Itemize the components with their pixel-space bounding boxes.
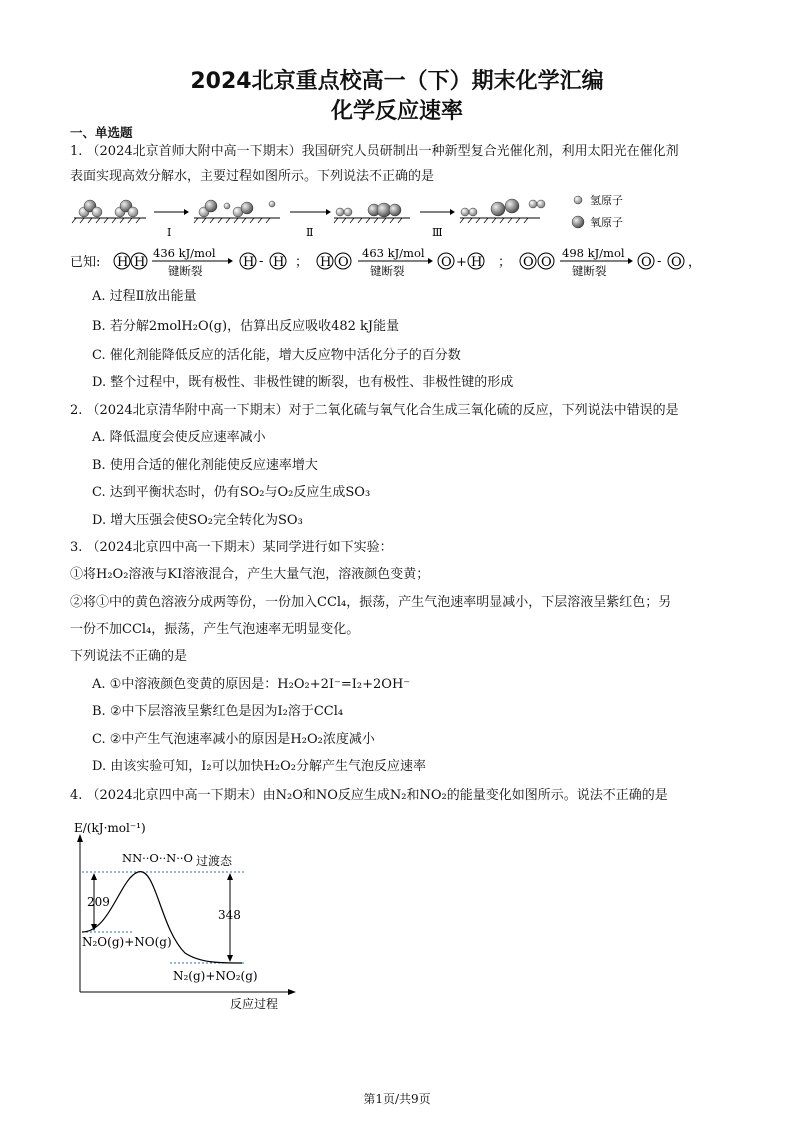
hydrogen-atom: [92, 207, 102, 217]
q2-option-d: D. 增大压强会使SO₂完全转化为SO₃: [92, 513, 303, 528]
section-heading: 一、单选题: [70, 125, 133, 140]
document-subtitle: 化学反应速率: [330, 99, 463, 124]
enthalpy-change-label: 348: [218, 908, 241, 922]
separator: ；: [295, 255, 309, 270]
atom-o: O: [541, 255, 552, 270]
bond-oo-break-label: 键断裂: [572, 264, 607, 278]
bond-oo-energy: 498 kJ/mol: [562, 246, 625, 260]
q1-option-a: A. 过程Ⅱ放出能量: [92, 289, 197, 304]
q1-option-b: B. 若分解2molH₂O(g)，估算出反应吸收482 kJ能量: [92, 319, 400, 334]
bond-ho-energy: 463 kJ/mol: [362, 246, 425, 260]
q3-experiment-1: ①将H₂O₂溶液与KI溶液混合，产生大量气泡，溶液颜色变黄；: [70, 567, 430, 582]
q1-option-c: C. 催化剂能降低反应的活化能，增大反应物中活化分子的百分数: [92, 348, 461, 363]
svg-text:-: -: [259, 254, 264, 269]
bond-hh-energy: 436 kJ/mol: [153, 246, 216, 260]
svg-text:+: +: [456, 255, 467, 270]
q3-option-a: A. ①中溶液颜色变黄的原因是：H₂O₂+2I⁻=I₂+2OH⁻: [92, 677, 411, 692]
svg-text:-: -: [657, 254, 662, 269]
step-2-label: Ⅱ: [306, 226, 314, 239]
hydrogen-atom: [128, 207, 138, 217]
water-splitting-diagram: [70, 192, 710, 242]
bond-ho-break-label: 键断裂: [370, 264, 405, 278]
q2-option-b: B. 使用合适的催化剂能使反应速率增大: [92, 458, 318, 473]
transition-structure: NN··O··N··O: [122, 851, 193, 865]
q3-option-c: C. ②中产生气泡速率减小的原因是H₂O₂浓度减小: [92, 732, 375, 747]
step-1-label: Ⅰ: [167, 226, 172, 239]
q1-stem-line2: 表面实现高效分解水，主要过程如图所示。下列说法不正确的是: [70, 169, 435, 184]
q3-experiment-2-line1: ②将①中的黄色溶液分成两等份，一份加入CCl₄，振荡，产生气泡速率明显减小，下层溶液呈紫红色；另: [70, 595, 672, 610]
q1-option-d: D. 整个过程中，既有极性、非极性键的断裂，也有极性、非极性键的形成: [92, 375, 514, 390]
q3-option-b: B. ②中下层溶液呈紫红色是因为I₂溶于CCl₄: [92, 704, 344, 719]
legend-oxygen-label: 氧原子: [590, 216, 623, 229]
q3-ask: 下列说法不正确的是: [70, 649, 188, 664]
atom-o: O: [338, 255, 349, 270]
atom-o: O: [671, 255, 682, 270]
legend-hydrogen-icon: [574, 196, 582, 204]
end-punct: ，: [688, 255, 702, 270]
bond-energy-equations: [70, 246, 710, 278]
q3-experiment-2-line2: 一份不加CCl₄，振荡，产生气泡速率无明显变化。: [70, 622, 360, 637]
q4-stem: 4. （2024北京四中高一下期末）由N₂O和NO反应生成N₂和NO₂的能量变化如图所示。说法不正确的是: [70, 788, 668, 803]
q2-stem: 2. （2024北京清华附中高一下期末）对于二氧化硫与氧气化合生成三氧化硫的反应，下列说法中错误的是: [70, 403, 679, 418]
q2-option-a: A. 降低温度会使反应速率减小: [92, 430, 266, 445]
separator: ；: [498, 255, 512, 270]
atom-o: O: [641, 255, 652, 270]
activation-energy-label: 209: [87, 895, 110, 909]
bond-hh-break-label: 键断裂: [168, 264, 203, 278]
atom-h: H: [117, 255, 129, 270]
legend-oxygen-icon: [572, 216, 584, 228]
atom-h: H: [320, 255, 332, 270]
atom-o: O: [441, 255, 452, 270]
atom-h: H: [243, 255, 255, 270]
q3-option-d: D. 由该实验可知，I₂可以加快H₂O₂分解产生气泡反应速率: [92, 759, 426, 774]
atom-h: H: [134, 255, 146, 270]
atom-h: H: [273, 255, 285, 270]
y-axis-label: E/(kJ·mol⁻¹): [74, 821, 146, 835]
transition-state-label: 过渡态: [196, 854, 233, 868]
reactants-label: N₂O(g)+NO(g): [82, 935, 172, 949]
known-label: 已知:: [70, 255, 101, 270]
q3-stem: 3. （2024北京四中高一下期末）某同学进行如下实验：: [70, 540, 393, 555]
step-3-label: Ⅲ: [432, 226, 443, 239]
document-title: 2024北京重点校高一（下）期末化学汇编: [190, 69, 604, 94]
atom-o: O: [523, 255, 534, 270]
q2-option-c: C. 达到平衡状态时，仍有SO₂与O₂反应生成SO₃: [92, 485, 371, 500]
atom-h: H: [471, 255, 483, 270]
energy-profile-diagram: [70, 818, 310, 1014]
x-axis-label: 反应过程: [230, 997, 279, 1011]
legend-hydrogen-label: 氢原子: [590, 194, 623, 207]
page-footer: 第1页/共9页: [363, 1092, 431, 1106]
q1-stem-line1: 1. （2024北京首师大附中高一下期末）我国研究人员研制出一种新型复合光催化剂，利用太阳光在催化剂: [70, 144, 679, 159]
products-label: N₂(g)+NO₂(g): [173, 969, 258, 983]
